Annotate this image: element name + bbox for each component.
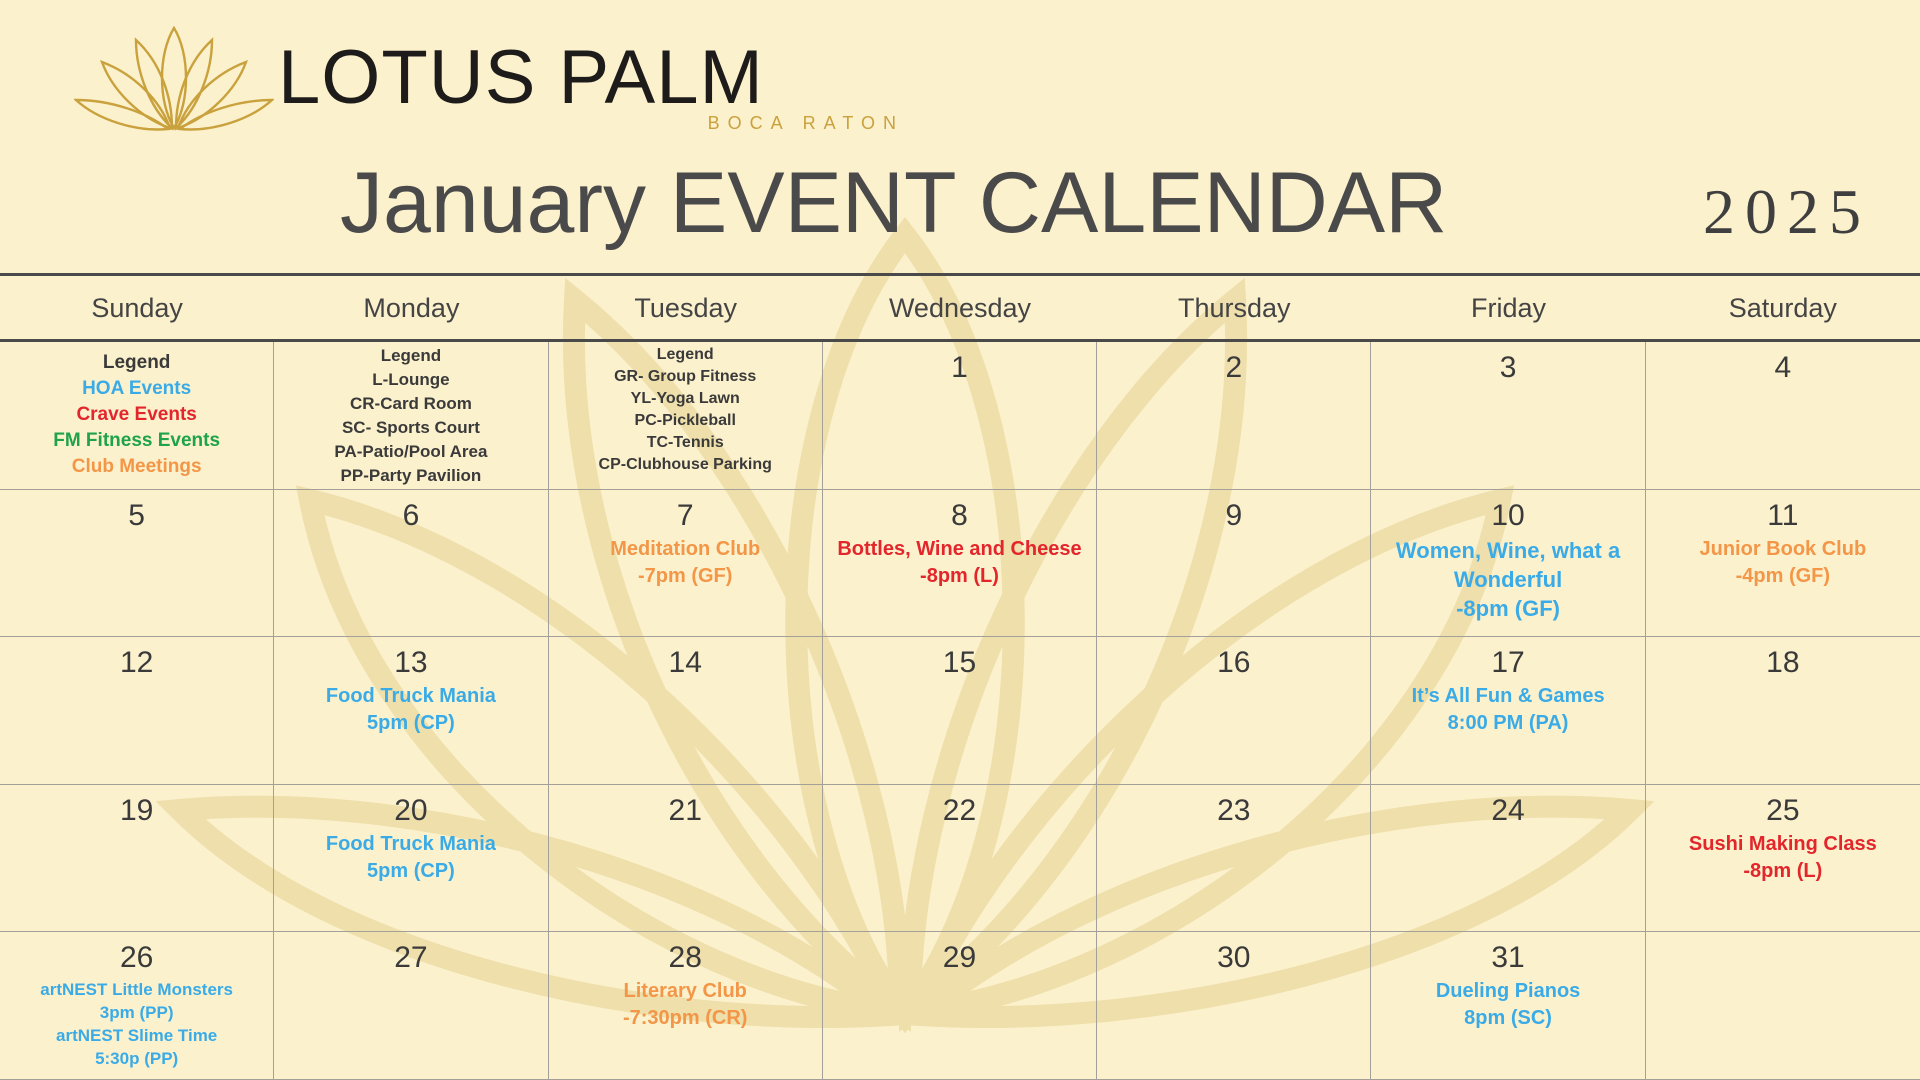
legend-item: Crave Events [76,404,197,425]
calendar-day-cell [549,342,823,490]
page-title: January EVENT CALENDAR [340,155,1448,251]
event-text-line: Bottles, Wine and Cheese [837,537,1082,560]
day-number: 17 [1491,646,1525,680]
calendar-day-cell [274,342,548,490]
event-text-line: -8pm (L) [1743,859,1823,882]
calendar-day-cell [549,490,823,638]
day-number: 3 [1499,351,1517,384]
day-number: 28 [668,941,702,975]
calendar-day-cell [274,637,548,785]
event-text-line: Women, Wine, what a [1395,537,1621,563]
calendar-event [1650,536,1916,590]
calendar-event [553,978,818,1032]
day-number: 27 [394,941,428,975]
event-text-line: artNEST Slime Time [56,1026,218,1046]
legend-title: Legend [656,346,714,363]
legend-item: PP-Party Pavilion [340,466,482,485]
day-number: 1 [951,351,968,384]
calendar-event [1375,978,1640,1032]
calendar-day-cell [1097,785,1371,933]
weekday-monday: Monday [363,293,460,323]
day-number: 23 [1217,793,1251,827]
event-text-line: -8pm (GF) [1456,595,1560,621]
legend-item: HOA Events [82,378,192,399]
day-number: 7 [676,498,694,532]
calendar-grid [0,342,1920,1080]
event-text-line: 5pm (CP) [367,859,455,882]
event-text-line: -4pm (GF) [1735,564,1831,587]
day-number: 2 [1225,351,1243,384]
event-text-line: -8pm (L) [920,564,999,587]
legend-item: SC- Sports Court [341,418,480,437]
day-number: 5 [128,498,145,532]
legend-item: CP-Clubhouse Parking [598,456,772,473]
event-text-line: -7:30pm (CR) [622,1007,748,1030]
event-text-line: Meditation Club [610,537,761,560]
weekday-header-row [0,276,1920,340]
calendar-day-cell [549,785,823,933]
calendar-day-cell [0,932,274,1080]
event-text-line: Food Truck Mania [325,685,496,708]
legend-box [274,342,547,488]
calendar-day-cell [549,932,823,1080]
day-number: 29 [942,941,977,975]
event-text-line: Sushi Making Class [1688,832,1877,855]
legend-item: PC-Pickleball [634,412,736,429]
event-text-line: Wonderful [1453,566,1563,592]
calendar-day-cell [1646,637,1920,785]
weekday-wednesday: Wednesday [888,293,1032,323]
day-number: 11 [1767,498,1799,532]
event-text-line: 5:30p (PP) [95,1049,179,1069]
calendar-day-cell [823,342,1097,490]
event-text-line: 8:00 PM (PA) [1447,712,1569,735]
calendar-day-cell [0,637,274,785]
calendar-day-cell [823,785,1097,933]
legend-item: Club Meetings [71,456,202,477]
event-text-line: Literary Club [623,980,747,1003]
event-text-line: 3pm (PP) [99,1003,174,1023]
day-number: 26 [119,941,154,975]
calendar-event [1375,536,1640,623]
event-text-line: -7pm (GF) [637,564,733,587]
day-number: 18 [1766,646,1800,680]
brand-name: LOTUS PALM [278,35,764,120]
day-number: 16 [1217,646,1251,680]
legend-item: CR-Card Room [350,394,472,413]
day-number: 15 [942,646,977,680]
legend-box [549,342,822,476]
calendar-day-cell [274,932,548,1080]
day-number: 10 [1491,498,1525,532]
calendar-day-cell [823,490,1097,638]
calendar-day-cell [274,785,548,933]
calendar-day-cell [1097,342,1371,490]
event-text-line: artNEST Little Monsters [40,980,233,1000]
event-text-line: 5pm (CP) [367,712,455,735]
calendar-day-cell [823,932,1097,1080]
calendar-day-cell [1097,637,1371,785]
legend-item: L-Lounge [372,370,450,389]
day-number: 21 [668,793,702,827]
legend-title: Legend [102,352,171,373]
calendar-event [4,978,269,1070]
day-number: 20 [394,793,428,827]
weekday-saturday: Saturday [1728,293,1837,323]
calendar-day-cell [1646,490,1920,638]
legend-item: YL-Yoga Lawn [630,390,740,407]
calendar-event [827,536,1092,590]
calendar-day-cell [0,490,274,638]
calendar-event [553,536,818,590]
day-number: 31 [1491,941,1525,975]
calendar-event [1650,831,1916,885]
event-text-line: It’s All Fun & Games [1411,685,1605,708]
lotus-logo-icon [74,24,274,134]
calendar-event [278,831,543,885]
event-text-line: 8pm (SC) [1464,1007,1552,1030]
day-number: 6 [402,498,420,532]
calendar-day-cell [549,637,823,785]
day-number: 30 [1217,941,1251,975]
weekday-tuesday: Tuesday [634,293,737,323]
day-number: 19 [119,793,154,827]
day-number: 4 [1774,351,1792,384]
calendar-day-cell [0,342,274,490]
calendar-year: 2025 [1703,176,1871,247]
weekday-sunday: Sunday [91,293,183,323]
calendar-day-cell [1371,932,1645,1080]
legend-box [0,342,273,480]
event-text-line: Food Truck Mania [325,832,496,855]
weekday-thursday: Thursday [1177,293,1291,323]
calendar-day-cell [1371,785,1645,933]
legend-item: FM Fitness Events [53,430,221,451]
calendar-day-cell [1371,490,1645,638]
day-number: 9 [1225,498,1243,532]
legend-item: GR- Group Fitness [614,368,757,385]
legend-item: PA-Patio/Pool Area [334,442,488,461]
calendar-day-cell [823,637,1097,785]
calendar-event [1375,683,1640,737]
legend-item: TC-Tennis [646,434,724,451]
calendar-day-cell [1097,932,1371,1080]
day-number: 24 [1491,793,1525,827]
day-number: 8 [951,498,968,532]
calendar-day-cell [1371,342,1645,490]
calendar-day-cell [1646,932,1920,1080]
day-number: 12 [119,646,154,680]
calendar-day-cell [274,490,548,638]
event-text-line: Junior Book Club [1699,537,1867,560]
calendar-day-cell [0,785,274,933]
day-number: 13 [394,646,428,680]
calendar-day-cell [1097,490,1371,638]
legend-title: Legend [380,346,442,365]
calendar-day-cell [1646,342,1920,490]
weekday-friday: Friday [1471,293,1547,323]
calendar-day-cell [1646,785,1920,933]
day-number: 25 [1766,793,1800,827]
brand-location: BOCA RATON [707,113,904,133]
day-number: 22 [942,793,977,827]
calendar-event [278,683,543,737]
day-number: 14 [668,646,702,680]
calendar-day-cell [1371,637,1645,785]
event-text-line: Dueling Pianos [1435,980,1581,1003]
